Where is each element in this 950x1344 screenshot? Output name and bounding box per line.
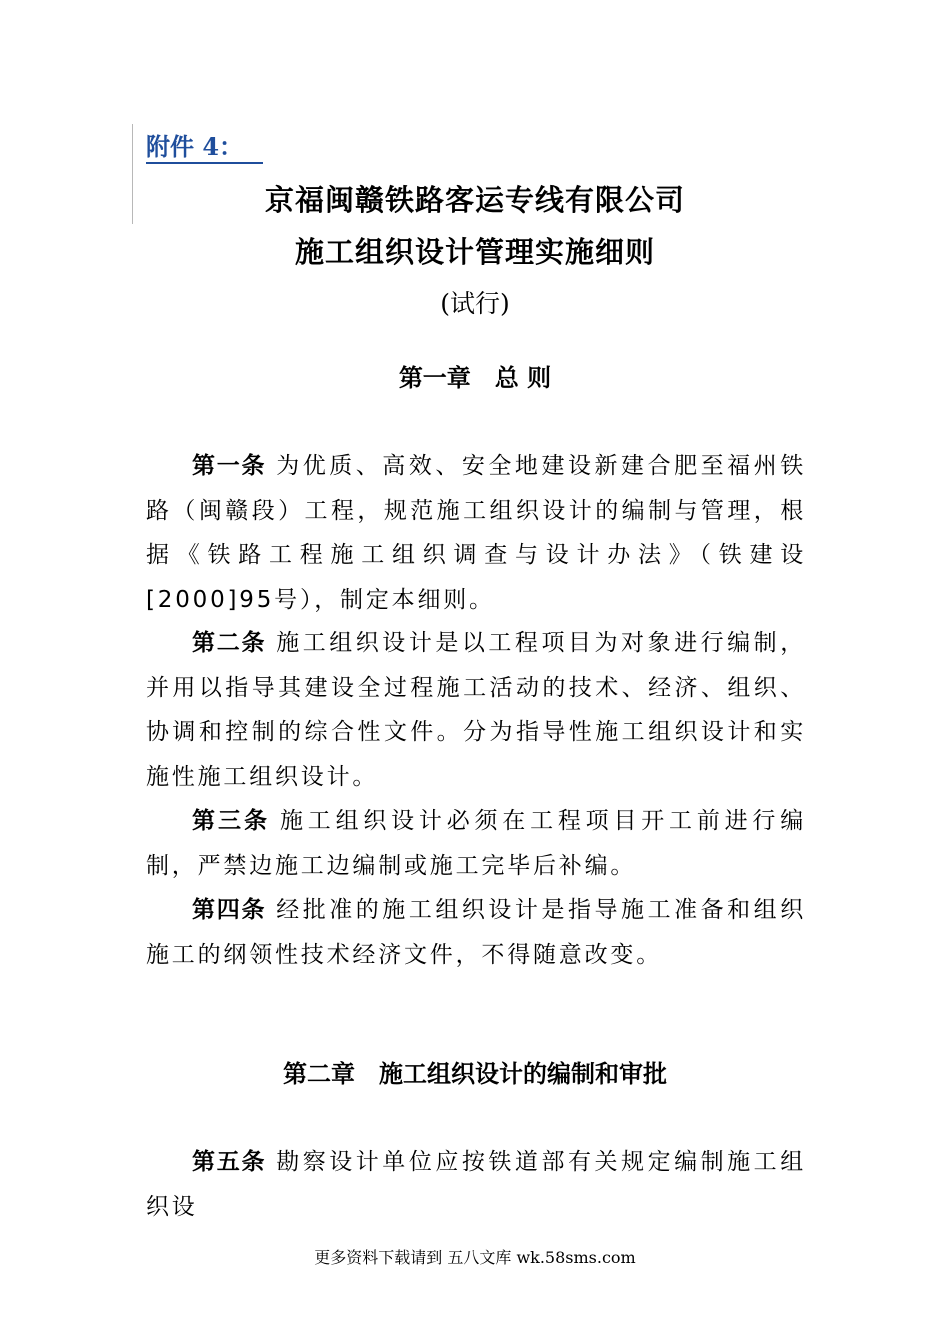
article-text: 经批准的施工组织设计是指导施工准备和组织施工的纲领性技术经济文件，不得随意改变。 bbox=[146, 897, 807, 968]
article-text: 施工组织设计是以工程项目为对象进行编制，并用以指导其建设全过程施工活动的技术、经济、组织、协调和控制的综合性文件。分为指导性施工组织设计和实施性施工组织设计。 bbox=[146, 630, 807, 790]
article-paragraph bbox=[146, 621, 806, 799]
chapter-heading: 第二章 施工组织设计的编制和审批 bbox=[283, 1060, 667, 1088]
article-text: 勘察设计单位应按铁道部有关规定编制施工组织设 bbox=[146, 1149, 807, 1220]
attachment-label: 附件 4： bbox=[146, 132, 263, 164]
document-title-line1: 京福闽赣铁路客运专线有限公司 bbox=[264, 183, 685, 217]
trial-note: (试行) bbox=[440, 289, 510, 318]
document-title-line2: 施工组织设计管理实施细则 bbox=[294, 235, 655, 269]
article-label: 第二条 bbox=[192, 630, 267, 656]
article-paragraph bbox=[146, 888, 806, 977]
footer-link[interactable]: 更多资料下载请到 五八文库 wk.58sms.com bbox=[314, 1248, 636, 1267]
article-label: 第三条 bbox=[192, 808, 270, 834]
article-paragraph bbox=[146, 1140, 806, 1229]
article-label: 第一条 bbox=[192, 453, 267, 479]
article-label: 第五条 bbox=[192, 1149, 267, 1175]
article-paragraph bbox=[146, 444, 806, 622]
article-paragraph bbox=[146, 799, 806, 888]
chapter-heading: 第一章 总 则 bbox=[398, 364, 552, 392]
article-text: 为优质、高效、安全地建设新建合肥至福州铁路（闽赣段）工程，规范施工组织设计的编制与管理，根据《铁路工程施工组织调查与设计办法》（铁建设[2000]95号），制定本细则。 bbox=[146, 453, 807, 613]
article-label: 第四条 bbox=[192, 897, 267, 923]
article-text: 施工组织设计必须在工程项目开工前进行编制，严禁边施工边编制或施工完毕后补编。 bbox=[146, 808, 807, 879]
